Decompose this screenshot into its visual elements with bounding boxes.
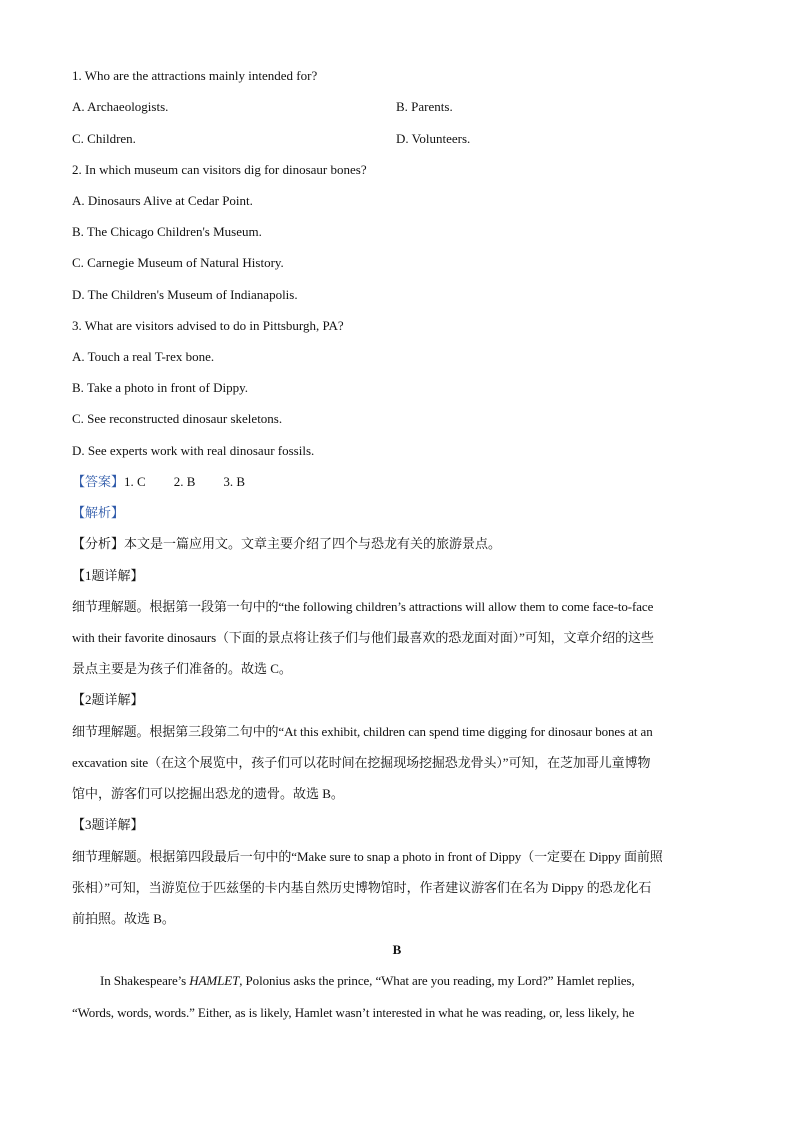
question-2-option-c: C. Carnegie Museum of Natural History. <box>72 255 284 270</box>
question-1-option-b: B. Parents. <box>396 99 453 114</box>
detail-1-line-3: 景点主要是为孩子们准备的。故选 C。 <box>72 661 292 676</box>
summary-label: 【分析】 <box>72 536 125 551</box>
question-2-option-a: A. Dinosaurs Alive at Cedar Point. <box>72 193 253 208</box>
answer-3: 3. B <box>223 474 246 489</box>
question-2-stem: 2. In which museum can visitors dig for dinosaur bones? <box>72 162 367 177</box>
detail-2-line-1: 细节理解题。根据第三段第二句中的“At this exhibit, children can spend time digging for dinosaur bones at an <box>72 724 653 739</box>
analysis-label: 【解析】 <box>72 505 125 520</box>
passage-b-line-1-pre: In Shakespeare’s <box>100 973 190 988</box>
question-2-option-d: D. The Children's Museum of Indianapolis. <box>72 287 298 302</box>
question-3-option-a: A. Touch a real T-rex bone. <box>72 349 215 364</box>
answer-2: 2. B <box>173 474 196 489</box>
analysis-summary <box>72 535 501 553</box>
detail-3-line-1: 细节理解题。根据第四段最后一句中的“Make sure to snap a photo in front of Dippy（一定要在 Dippy 面前照 <box>72 849 663 864</box>
question-3-stem: 3. What are visitors advised to do in Pittsburgh, PA? <box>72 318 344 333</box>
question-3-option-c: C. See reconstructed dinosaur skeletons. <box>72 411 283 426</box>
question-3-option-d: D. See experts work with real dinosaur fossils. <box>72 443 315 458</box>
question-2-option-b: B. The Chicago Children's Museum. <box>72 224 262 239</box>
answer-1: 1. C <box>124 474 146 489</box>
detail-1-line-2: with their favorite dinosaurs（下面的景点将让孩子们与他们最喜欢的恐龙面对面）”可知，文章介绍的这些 <box>72 630 654 645</box>
detail-3-line-2: 张相）”可知，当游览位于匹兹堡的卡内基自然历史博物馆时，作者建议游客们在名为 Dippy 的恐龙化石 <box>72 880 652 895</box>
summary-text: 本文是一篇应用文。文章主要介绍了四个与恐龙有关的旅游景点。 <box>124 536 502 551</box>
detail-1-line-1: 细节理解题。根据第一段第一句中的“the following children’s attractions will allow them to come face-to-face <box>72 599 654 614</box>
detail-3-line-3: 前拍照。故选 B。 <box>72 911 175 926</box>
question-1-stem: 1. Who are the attractions mainly intended for? <box>72 68 318 83</box>
detail-3-heading: 【3题详解】 <box>72 817 144 832</box>
detail-2-line-2: excavation site（在这个展览中，孩子们可以花时间在挖掘现场挖掘恐龙骨头）”可知，在芝加哥儿童博物 <box>72 755 651 770</box>
detail-1-heading: 【1题详解】 <box>72 568 144 583</box>
passage-b-line-1-post: , Polonius asks the prince, “What are you reading, my Lord?” Hamlet replies, <box>239 973 635 988</box>
passage-b-line-1 <box>100 972 635 990</box>
passage-b-line-2: “Words, words, words.” Either, as is likely, Hamlet wasn’t interested in what he was reading, or, less likely, he <box>72 1005 635 1020</box>
question-1-option-a: A. Archaeologists. <box>72 99 169 114</box>
detail-2-heading: 【2题详解】 <box>72 692 144 707</box>
question-3-option-b: B. Take a photo in front of Dippy. <box>72 380 249 395</box>
detail-2-line-3: 馆中，游客们可以挖掘出恐龙的遗骨。故选 B。 <box>72 786 344 801</box>
answer-label: 【答案】 <box>72 474 125 489</box>
answer-row <box>72 473 245 491</box>
hamlet-title: HAMLET <box>189 973 240 988</box>
question-1-option-c: C. Children. <box>72 131 136 146</box>
passage-b-heading: B <box>392 942 402 957</box>
question-1-option-d: D. Volunteers. <box>396 131 471 146</box>
